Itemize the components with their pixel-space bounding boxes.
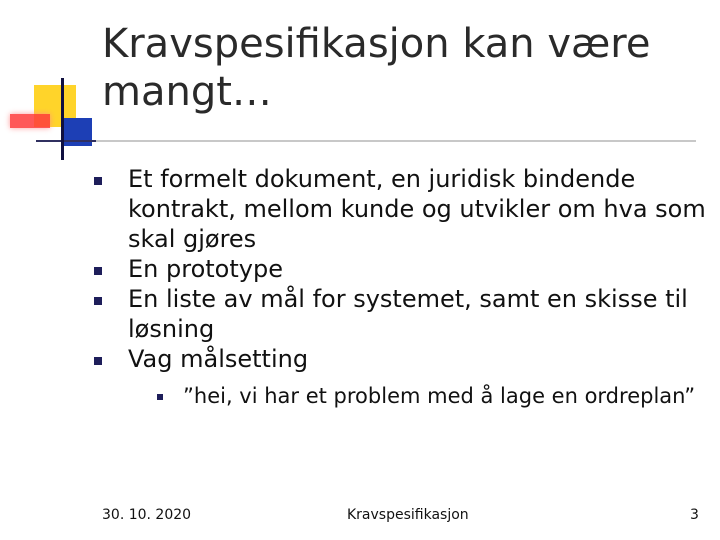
bullet-item: [94, 164, 714, 254]
slide-title: Kravspesifikasjon kan være mangt…: [102, 21, 651, 115]
bullet-item: [94, 344, 714, 374]
title-underline: [36, 140, 696, 142]
sub-bullet-item: [157, 382, 714, 410]
square-bullet-icon: [94, 357, 102, 365]
footer-date: 30. 10. 2020: [102, 507, 192, 523]
bullet-text: En prototype: [128, 255, 283, 283]
square-bullet-icon: [157, 394, 163, 400]
decor-red-bar: [10, 114, 50, 128]
bullet-item: [94, 284, 714, 344]
bullet-text: Vag målsetting: [128, 345, 309, 373]
bullet-text: Et formelt dokument, en juridisk bindende kontrakt, mellom kunde og utvikler om hva som skal gjøres: [128, 165, 706, 253]
square-bullet-icon: [94, 177, 102, 185]
title-underline-accent: [36, 140, 96, 142]
bullet-text: En liste av mål for systemet, samt en skisse til løsning: [128, 285, 688, 343]
footer-title: Kravspesifikasjon: [347, 507, 469, 523]
sub-bullet-text: ”hei, vi har et problem med å lage en ordreplan”: [183, 384, 696, 408]
decor-vertical-line: [61, 78, 64, 160]
slide-number: 3: [690, 507, 699, 523]
square-bullet-icon: [94, 267, 102, 275]
bullet-item: [94, 254, 714, 284]
bullet-list: [94, 164, 714, 410]
square-bullet-icon: [94, 297, 102, 305]
